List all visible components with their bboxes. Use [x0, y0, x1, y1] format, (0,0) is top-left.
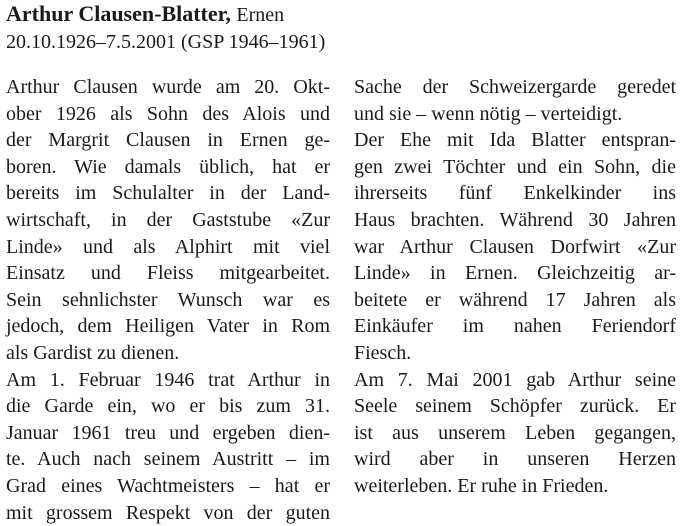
text-line: Linde» in Ernen. Gleichzeitig ar-	[354, 260, 676, 287]
text-line: wirtschaft, in der Gaststube «Zur	[6, 207, 330, 234]
title-line	[6, 0, 676, 29]
text-line: ober 1926 als Sohn des Alois und	[6, 101, 330, 128]
text-line: Arthur Clausen wurde am 20. Okt-	[6, 74, 330, 101]
text-column-left	[6, 74, 330, 526]
text-line: Am 7. Mai 2001 gab Arthur seine	[354, 367, 676, 394]
text-line: der Margrit Clausen in Ernen ge-	[6, 127, 330, 154]
text-line: beitete er während 17 Jahren als	[354, 287, 676, 314]
life-dates: 20.10.1926–7.5.2001 (GSP 1946–1961)	[6, 29, 676, 55]
text-line: gen zwei Töchter und ein Sohn, die	[354, 154, 676, 181]
text-line: Grad eines Wachtmeisters – hat er	[6, 473, 330, 500]
text-line: te. Auch nach seinem Austritt – im	[6, 446, 330, 473]
text-line: Der Ehe mit Ida Blatter entspran-	[354, 127, 676, 154]
text-line: und sie – wenn nötig – verteidigt.	[354, 101, 676, 128]
text-line: jedoch, dem Heiligen Vater in Rom	[6, 313, 330, 340]
text-line: weiterleben. Er ruhe in Frieden.	[354, 473, 676, 500]
text-line: Fiesch.	[354, 340, 676, 367]
text-line: als Gardist zu dienen.	[6, 340, 330, 367]
text-line: Am 1. Februar 1946 trat Arthur in	[6, 367, 330, 394]
obituary-header	[6, 0, 676, 55]
text-line: Januar 1961 treu und ergeben dien-	[6, 420, 330, 447]
person-name: Arthur Clausen-Blatter,	[6, 1, 231, 26]
text-line: ist aus unserem Leben gegangen,	[354, 420, 676, 447]
text-line: mit grossem Respekt von der guten	[6, 500, 330, 526]
text-line: Sache der Schweizergarde geredet	[354, 74, 676, 101]
text-column-right	[354, 74, 676, 500]
hometown: Ernen	[236, 4, 284, 26]
text-line: die Garde ein, wo er bis zum 31.	[6, 393, 330, 420]
text-line: Seele seinem Schöpfer zurück. Er	[354, 393, 676, 420]
text-line: Sein sehnlichster Wunsch war es	[6, 287, 330, 314]
text-line: war Arthur Clausen Dorfwirt «Zur	[354, 234, 676, 261]
text-line: boren. Wie damals üblich, hat er	[6, 154, 330, 181]
text-line: bereits im Schulalter in der Land-	[6, 180, 330, 207]
text-line: wird aber in unseren Herzen	[354, 446, 676, 473]
text-line: ihrerseits fünf Enkelkinder ins	[354, 180, 676, 207]
text-line: Einsatz und Fleiss mitgearbeitet.	[6, 260, 330, 287]
text-line: Haus brachten. Während 30 Jahren	[354, 207, 676, 234]
text-line: Einkäufer im nahen Feriendorf	[354, 313, 676, 340]
text-line: Linde» und als Alphirt mit viel	[6, 234, 330, 261]
